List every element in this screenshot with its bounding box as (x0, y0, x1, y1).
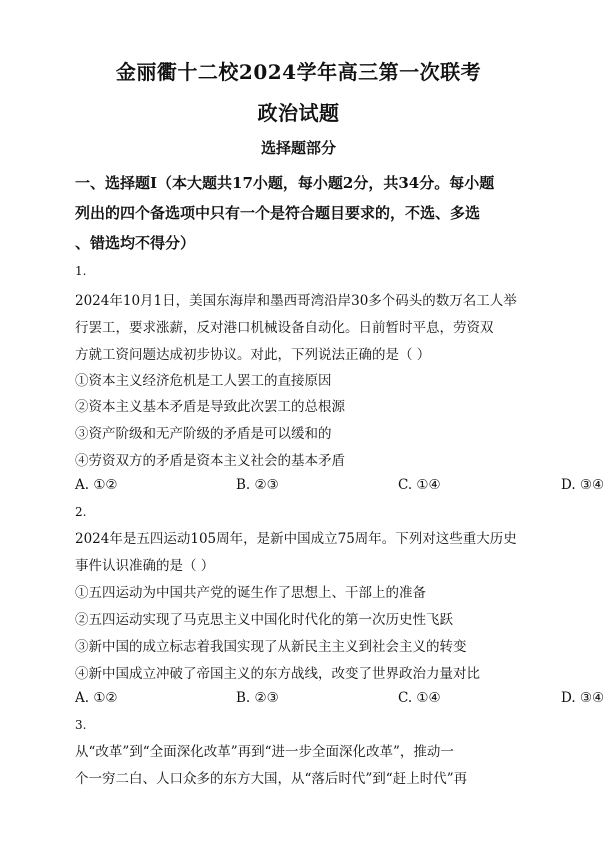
part-title: 选择题部分 (260, 139, 336, 157)
statement: ②资本主义基本矛盾是导致此次罢工的总根源 (75, 399, 345, 415)
question-stem-line: 个一穷二白、人口众多的东方大国，从“落后时代”到“赶上时代”再 (75, 771, 468, 787)
option-d: D. ③④ (561, 477, 604, 493)
option-a: A. ①② (75, 477, 118, 493)
question-stem-line: 事件认识准确的是（ ） (75, 558, 215, 574)
option-b: B. ②③ (236, 477, 279, 493)
question-stem-line: 2024年10月1日，美国东海岸和墨西哥湾沿岸30多个码头的数万名工人举 (75, 293, 517, 309)
question-stem-line: 2024年是五四运动105周年，是新中国成立75周年。下列对这些重大历史 (75, 531, 517, 547)
option-d: D. ③④ (561, 690, 604, 706)
instructions-line: 、错选均不得分） (75, 234, 196, 252)
statement: ③新中国的成立标志着我国实现了从新民主主义到社会主义的转变 (75, 639, 467, 655)
question-number: 1. (75, 264, 87, 278)
option-c: C. ①④ (398, 477, 441, 493)
exam-title: 金丽衢十二校2024学年高三第一次联考 (115, 60, 482, 84)
question-number: 2. (75, 505, 87, 519)
statement: ①五四运动为中国共产党的诞生作了思想上、干部上的准备 (75, 585, 426, 601)
statement: ④新中国成立冲破了帝国主义的东方战线，改变了世界政治力量对比 (75, 666, 480, 682)
question-stem-line: 行罢工，要求涨薪，反对港口机械设备自动化。日前暂时平息，劳资双 (75, 320, 494, 336)
instructions-line: 一、选择题Ⅰ（本大题共17小题，每小题2分，共34分。每小题 (75, 174, 495, 192)
question-stem-line: 方就工资问题达成初步协议。对此，下列说法正确的是（ ） (75, 347, 431, 363)
statement: ①资本主义经济危机是工人罢工的直接原因 (75, 373, 332, 389)
question-stem-line: 从“改革”到“全面深化改革”再到“进一步全面深化改革”，推动一 (75, 744, 454, 760)
option-c: C. ①④ (398, 690, 441, 706)
statement: ④劳资双方的矛盾是资本主义社会的基本矛盾 (75, 453, 345, 469)
option-a: A. ①② (75, 690, 118, 706)
question-number: 3. (75, 718, 87, 732)
option-b: B. ②③ (236, 690, 279, 706)
statement: ②五四运动实现了马克思主义中国化时代化的第一次历史性飞跃 (75, 612, 453, 628)
subject-title: 政治试题 (257, 101, 340, 125)
instructions-line: 列出的四个备选项中只有一个是符合题目要求的，不选、多选 (75, 204, 481, 222)
statement: ③资产阶级和无产阶级的矛盾是可以缓和的 (75, 426, 332, 442)
